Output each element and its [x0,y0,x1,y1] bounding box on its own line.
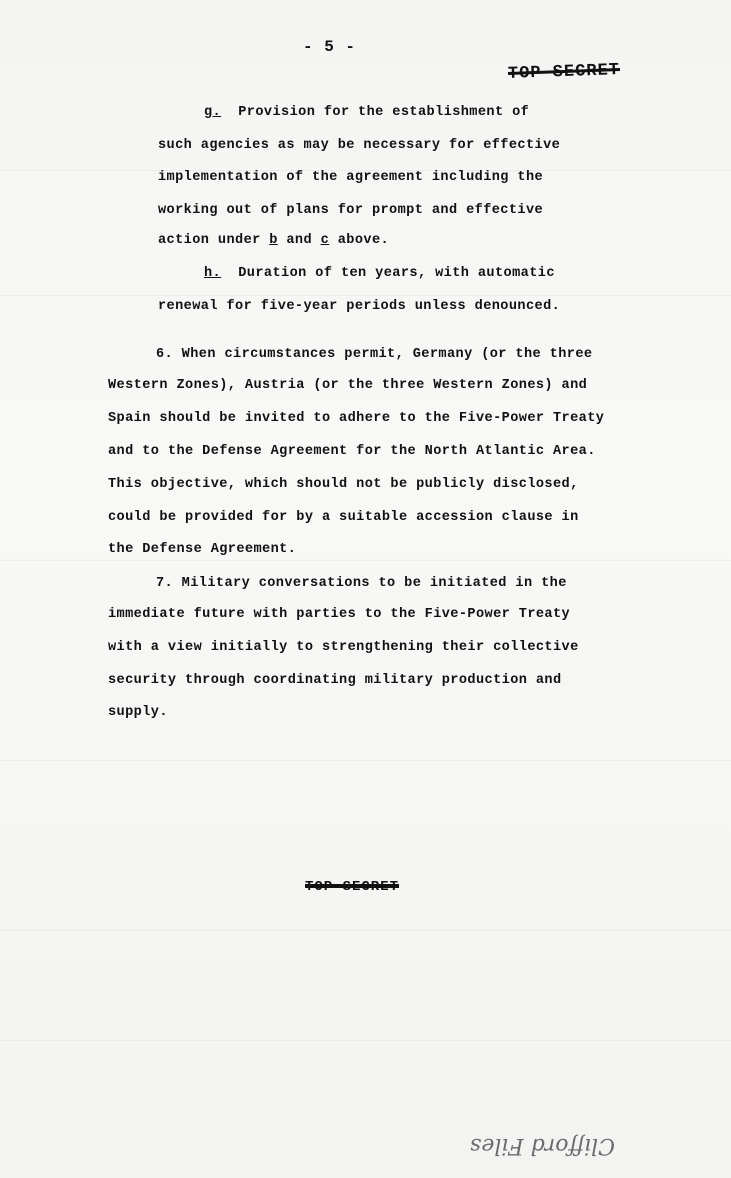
para-6-line-6: the Defense Agreement. [108,542,297,557]
para-6-line-3: and to the Defense Agreement for the North Atlantic Area. [108,444,596,459]
bleed-line [0,930,731,931]
item-g-line-1: such agencies as may be necessary for effective [158,138,561,153]
item-h-line-1: renewal for five-year periods unless denounced. [158,299,561,314]
item-g-line-3: working out of plans for prompt and effective [158,203,544,218]
item-h-first-line [204,265,555,283]
para-6-line-2: Spain should be invited to adhere to the Five-Power Treaty [108,411,605,426]
item-g-last-mid: and [277,233,321,248]
item-g-first-line [204,104,529,122]
bleed-line [0,295,731,296]
item-g-line-2: implementation of the agreement including the [158,170,544,185]
item-g-ref-c: c [320,233,330,248]
item-h-line-0: Duration of ten years, with automatic [238,266,555,281]
item-g-ref-b: b [269,233,278,248]
page-number: - 5 - [302,38,356,56]
para-6-line-5: could be provided for by a suitable accession clause in [108,510,579,525]
bleed-line [0,560,731,561]
para-6-line-4: This objective, which should not be publicly disclosed, [108,477,579,492]
para-7-line-0: 7. Military conversations to be initiated in the [156,576,567,591]
item-g-last-pre: action under [158,233,270,248]
para-6-line-0: 6. When circumstances permit, Germany (or the three [156,347,593,362]
para-6-line-1: Western Zones), Austria (or the three Western Zones) and [108,378,588,393]
item-h-marker: h. [204,266,222,281]
item-g-last-post: above. [329,233,390,248]
bleed-line [0,1040,731,1041]
item-g-line-0: Provision for the establishment of [238,105,530,120]
classification-bottom: TOP SECRET [305,879,400,895]
item-g-line-4 [158,232,389,250]
classification-top: TOP SECRET [507,61,621,84]
handwritten-note: Clifford Files [470,1133,615,1158]
item-g-marker: g. [204,105,222,120]
para-7-line-2: with a view initially to strengthening their collective [108,640,579,655]
para-7-line-1: immediate future with parties to the Five-Power Treaty [108,607,571,622]
para-7-line-3: security through coordinating military production and [108,673,562,688]
para-7-line-4: supply. [108,705,168,720]
bleed-line [0,760,731,761]
